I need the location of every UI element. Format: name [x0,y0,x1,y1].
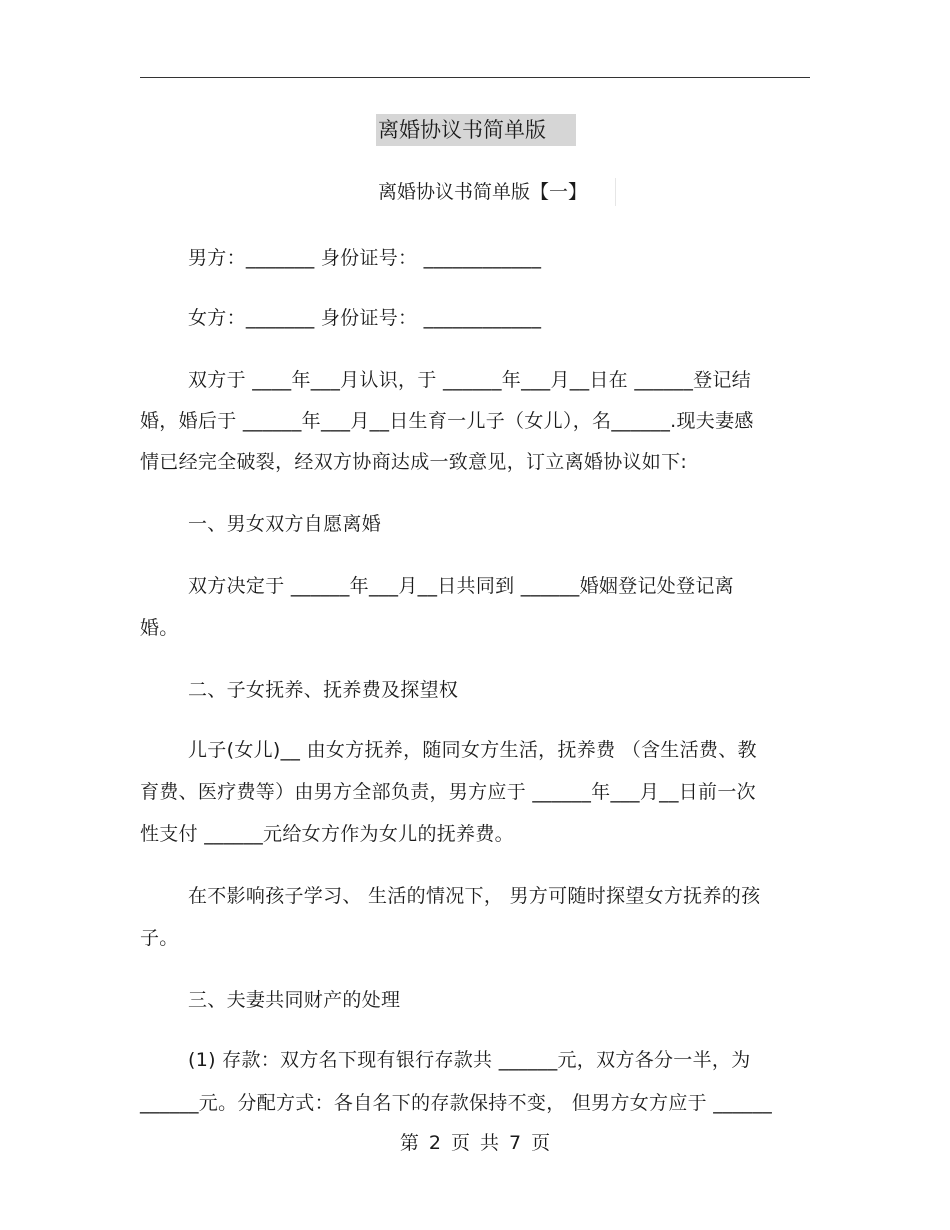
section-heading: 一、男女双方自愿离婚 [188,513,382,535]
female-party-line: 女方：_______ 身份证号： ____________ [188,307,542,329]
page-number-footer: 第 2 页 共 7 页 [399,1132,551,1154]
paragraph-line: 双方于 ____年___月认识，于 ______年___月__日在 ______登记结 [188,369,752,391]
section-heading: 三、夫妻共同财产的处理 [188,989,401,1011]
document-title: 离婚协议书简单版 [376,114,576,146]
header-rule [140,77,810,78]
paragraph-line: ______元。分配方式：各自名下的存款保持不变， 但男方女方应于 ______ [140,1092,773,1114]
paragraph-line: 育费、医疗费等）由男方全部负责，男方应于 ______年___月__日前一次 [140,781,756,803]
paragraph-line: 婚，婚后于 ______年___月__日生育一儿子（女儿），名______.现夫妻感 [140,410,754,432]
male-party-line: 男方：_______ 身份证号： ____________ [188,247,542,269]
paragraph-line: 双方决定于 ______年___月__日共同到 ______婚姻登记处登记离 [188,575,734,597]
paragraph-line: 在不影响孩子学习、 生活的情况下， 男方可随时探望女方抚养的孩 [188,885,761,907]
paragraph-line: 情已经完全破裂，经双方协商达成一致意见，订立离婚协议如下: [140,451,688,473]
paragraph-line: 儿子(女儿)__ 由女方抚养，随同女方生活，抚养费 （含生活费、教 [188,739,757,761]
paragraph-line: 性支付 ______元给女方作为女儿的抚养费。 [140,823,514,845]
paragraph-line: 子。 [140,927,179,949]
section-heading: 二、子女抚养、抚养费及探望权 [188,679,459,701]
section-subtitle: 离婚协议书简单版【一】 [378,178,616,206]
paragraph-line: (1) 存款：双方名下现有银行存款共 ______元，双方各分一半，为 [188,1049,751,1071]
paragraph-line: 婚。 [140,617,179,639]
